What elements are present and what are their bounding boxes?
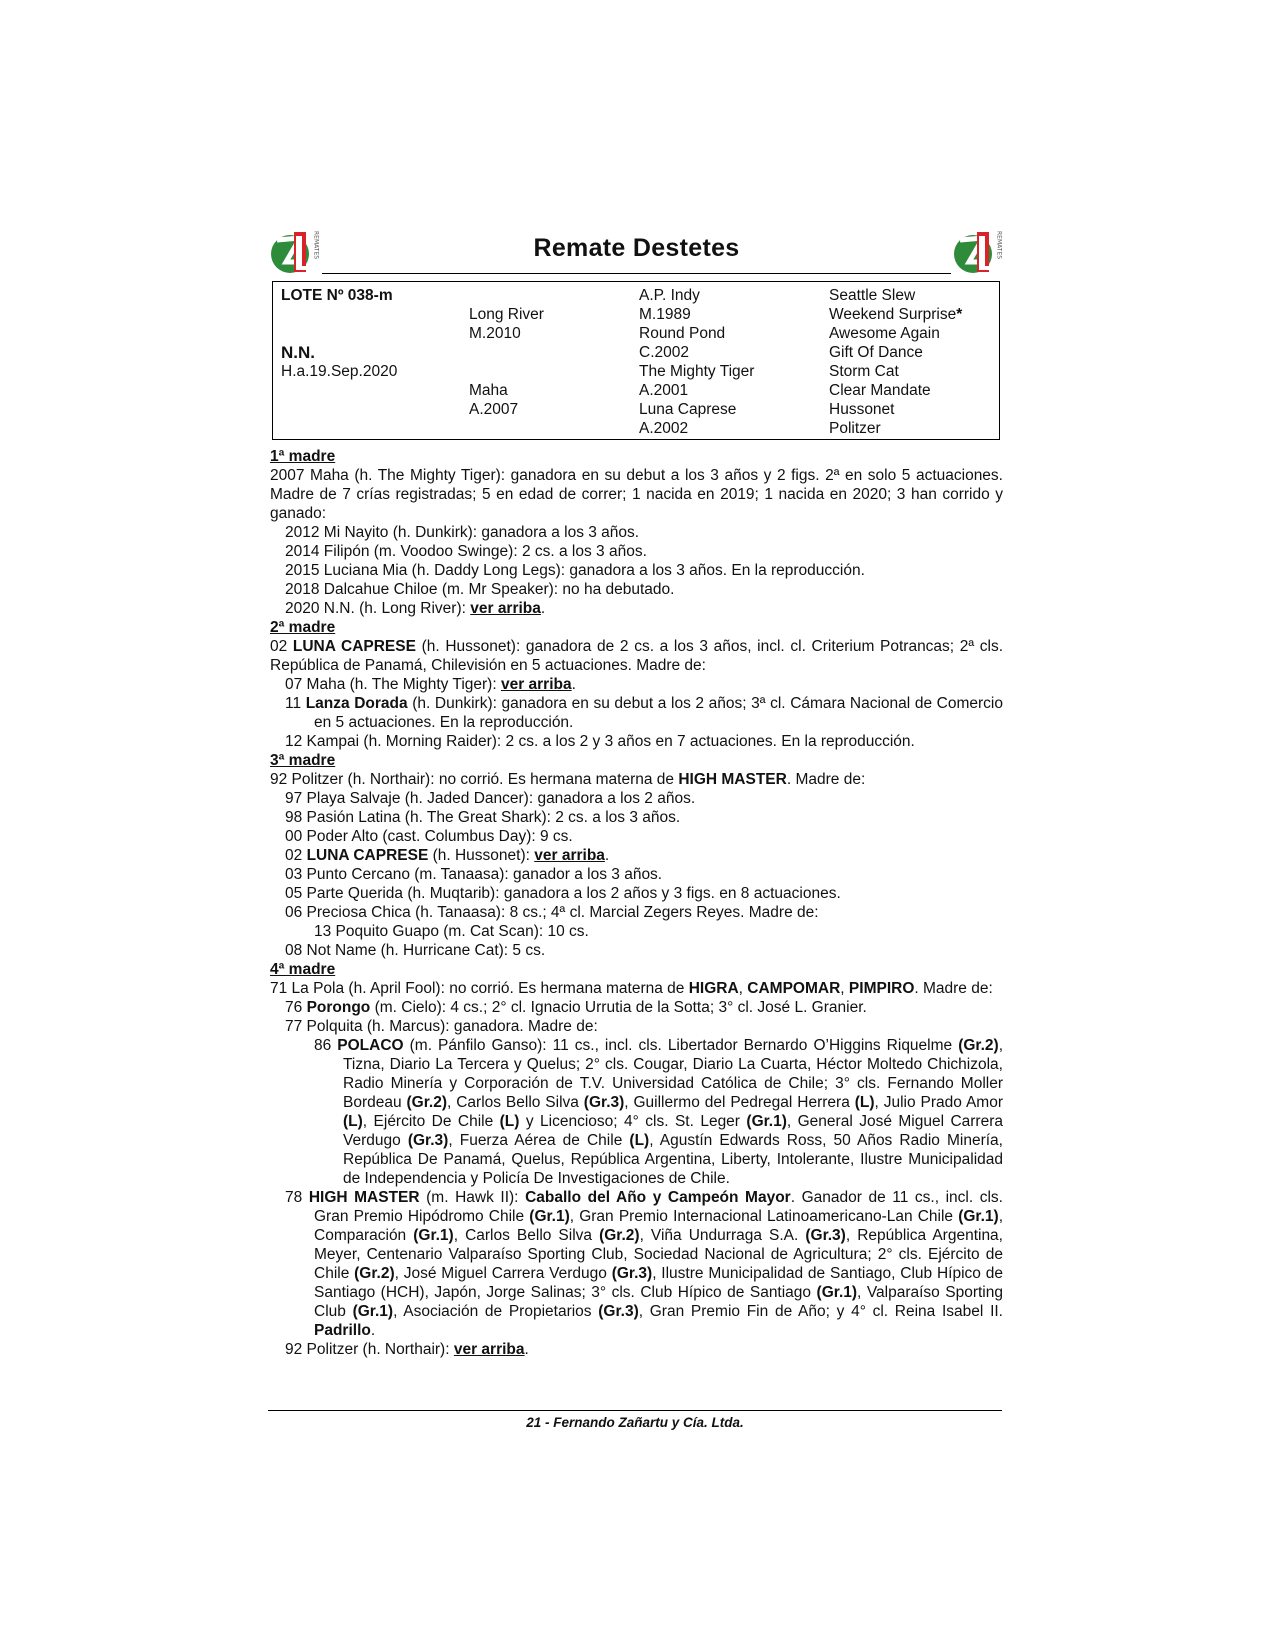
year-prefix: 11 bbox=[285, 695, 306, 712]
text: , Asociación de Propietarios bbox=[393, 1303, 599, 1320]
polaco-entry bbox=[270, 1036, 1003, 1188]
text: , Comparación bbox=[314, 1208, 1003, 1244]
period: . bbox=[370, 1322, 376, 1339]
pedigree-col-horse bbox=[281, 286, 397, 381]
text: , José Miguel Carrera Verdugo bbox=[394, 1265, 612, 1282]
text: , Agustín Edwards Ross, 50 Años Radio Minería, República De Panamá, Quelus, República Argentina, Liberty, Intolerante, Ilustre Municipalidad de Independencia y Policía De Investigaciones de Chile. bbox=[343, 1132, 1003, 1187]
list-item: 12 Kampai (h. Morning Raider): 2 cs. a los 2 y 3 años en 7 actuaciones. En la reproducción. bbox=[285, 733, 915, 750]
period: . bbox=[524, 1341, 529, 1358]
great-grandparent-entry: Clear Mandate bbox=[829, 382, 931, 399]
separator: , bbox=[738, 980, 748, 997]
list-item-text: (h. Hussonet): bbox=[428, 847, 535, 864]
great-grandparent-entry: Awesome Again bbox=[829, 325, 940, 342]
period: . bbox=[540, 600, 546, 617]
text: , Valparaíso Sporting Club bbox=[314, 1284, 1003, 1320]
pedigree-col-grandparents bbox=[639, 286, 754, 438]
text: (m. Pánfilo Ganso): 11 cs., incl. cls. Libertador Bernardo O’Higgins Riquelme bbox=[403, 1037, 959, 1054]
padrillo-bold: Padrillo bbox=[314, 1322, 371, 1339]
page-header bbox=[270, 226, 1003, 276]
grandparent-entry: Luna Caprese bbox=[639, 401, 737, 418]
list-item-text: (h. Dunkirk): ganadora en su debut a los 2 años; 3ª cl. Cámara Nacional de Comercio en 5 actuaciones. En la reproducción. bbox=[314, 695, 1003, 731]
grandparent-entry: A.2001 bbox=[639, 382, 689, 399]
horse-name-bold: HIGRA bbox=[688, 980, 739, 997]
text: , Carlos Bello Silva bbox=[453, 1227, 600, 1244]
pedigree-col-great-grandparents bbox=[829, 286, 962, 438]
grade-bold: (Gr.2) bbox=[406, 1094, 447, 1111]
grade-bold: (L) bbox=[499, 1113, 520, 1130]
intro-end: . Madre de: bbox=[786, 771, 866, 788]
year-prefix: 02 bbox=[285, 847, 307, 864]
list-item: 2012 Mi Nayito (h. Dunkirk): ganadora a los 3 años. bbox=[285, 524, 640, 541]
grandparent-entry: A.2002 bbox=[639, 420, 689, 437]
list-item: 03 Punto Cercano (m. Tanaasa): ganador a los 3 años. bbox=[285, 866, 663, 883]
year-prefix: 78 bbox=[285, 1189, 309, 1206]
text: , Julio Prado Amor bbox=[874, 1094, 1003, 1111]
sire-name: Long River bbox=[469, 306, 544, 323]
horse-name-bold: PIMPIRO bbox=[848, 980, 915, 997]
period: . bbox=[604, 847, 610, 864]
text: , Gran Premio Fin de Año; y 4° cl. Reina Isabel II. bbox=[638, 1303, 1003, 1320]
list-item: 2015 Luciana Mia (h. Daddy Long Legs): ganadora a los 3 años. En la reproducción. bbox=[285, 562, 865, 579]
grade-bold: (Gr.1) bbox=[413, 1227, 454, 1244]
period: . bbox=[571, 676, 576, 693]
dam-info: A.2007 bbox=[469, 401, 519, 418]
horse-name-bold: Porongo bbox=[306, 999, 371, 1016]
text: , Carlos Bello Silva bbox=[447, 1094, 584, 1111]
ver-arriba-link[interactable]: ver arriba bbox=[534, 847, 605, 864]
svg-text:REMATES: REMATES bbox=[312, 231, 320, 260]
intro-text: (h. Hussonet): ganadora de 2 cs. a los 3 años, incl. cl. Criterium Potrancas; 2ª cls. República de Panamá, Chilevisión en 5 actuaciones. Madre de: bbox=[270, 638, 1003, 674]
list-item bbox=[270, 1340, 1003, 1359]
list-item-text: (m. Cielo): 4 cs.; 2° cl. Ignacio Urrutia de la Sotta; 3° cl. José L. Granier. bbox=[370, 999, 867, 1016]
great-grandparent-entry: Weekend Surprise bbox=[829, 306, 957, 323]
great-grandparent-entry: Hussonet bbox=[829, 401, 895, 418]
text: y Licencioso; 4° cls. St. Leger bbox=[519, 1113, 747, 1130]
ver-arriba-link[interactable]: ver arriba bbox=[470, 600, 541, 617]
list-item: 13 Poquito Guapo (m. Cat Scan): 10 cs. bbox=[314, 923, 589, 940]
fourth-dam-intro bbox=[270, 979, 1003, 998]
section-title-4: 4ª madre bbox=[270, 961, 336, 978]
asterisk-mark: * bbox=[956, 306, 963, 323]
list-item: 00 Poder Alto (cast. Columbus Day): 9 cs. bbox=[285, 828, 573, 845]
horse-name-bold: Lanza Dorada bbox=[305, 695, 408, 712]
grade-bold: (L) bbox=[854, 1094, 875, 1111]
grandparent-entry: M.1989 bbox=[639, 306, 691, 323]
grandparent-entry: Round Pond bbox=[639, 325, 726, 342]
list-item-text: 07 Maha (h. The Mighty Tiger): bbox=[285, 676, 501, 693]
grade-bold: (Gr.3) bbox=[611, 1265, 653, 1282]
list-item bbox=[270, 675, 1003, 694]
horse-name-bold: HIGH MASTER bbox=[308, 1189, 420, 1206]
section-title-2: 2ª madre bbox=[270, 619, 336, 636]
text: , Guillermo del Pedregal Herrera bbox=[624, 1094, 855, 1111]
list-item: 2014 Filipón (m. Voodoo Swinge): 2 cs. a los 3 años. bbox=[285, 543, 647, 560]
page-title: Remate Destetes bbox=[533, 234, 740, 262]
grade-bold: (Gr.1) bbox=[352, 1303, 394, 1320]
grade-bold: (Gr.3) bbox=[407, 1132, 449, 1149]
intro-text: 71 La Pola (h. April Fool): no corrió. Es hermana materna de bbox=[270, 980, 689, 997]
first-dam-intro: 2007 Maha (h. The Mighty Tiger): ganadora en su debut a los 3 años y 2 figs. 2ª en solo 5 actuaciones. Madre de 7 crías registradas; 5 en edad de correr; 1 nacida en 2019; 1 nacida en 2020; 3 han corrido y ganado: bbox=[270, 467, 1003, 522]
grandparent-entry: The Mighty Tiger bbox=[639, 363, 755, 380]
page-footer: 21 - Fernando Zañartu y Cía. Ltda. bbox=[526, 1415, 744, 1430]
list-item: 77 Polquita (h. Marcus): ganadora. Madre de: bbox=[285, 1018, 598, 1035]
list-item: 08 Not Name (h. Hurricane Cat): 5 cs. bbox=[285, 942, 546, 959]
horse-name-bold: LUNA CAPRESE bbox=[306, 847, 429, 864]
year-prefix: 76 bbox=[285, 999, 307, 1016]
female-family-notes bbox=[270, 447, 1003, 1359]
grade-bold: (Gr.1) bbox=[816, 1284, 858, 1301]
text: . Ganador de 11 cs., incl. cls. Gran Premio Hipódromo Chile bbox=[314, 1189, 1003, 1225]
text: , Viña Undurraga S.A. bbox=[639, 1227, 806, 1244]
separator: , bbox=[840, 980, 849, 997]
text: (m. Hawk II): bbox=[419, 1189, 526, 1206]
grade-bold: (Gr.2) bbox=[599, 1227, 640, 1244]
list-item: 98 Pasión Latina (h. The Great Shark): 2 cs. a los 3 años. bbox=[285, 809, 681, 826]
grade-bold: (Gr.1) bbox=[746, 1113, 787, 1130]
intro-end: . Madre de: bbox=[914, 980, 993, 997]
text: , Ilustre Municipalidad de Santiago, Club Hípico de Santiago (HCH), Japón, Jorge Salinas; 3° cls. Club Hípico de Santiago bbox=[314, 1265, 1003, 1301]
horse-name-bold: POLACO bbox=[337, 1037, 404, 1054]
list-item bbox=[270, 694, 1003, 732]
text: , General José Miguel Carrera Verdugo bbox=[343, 1113, 1003, 1149]
text: , República Argentina, Meyer, Centenario Valparaíso Sporting Club, Sociedad Nacional de Agricultura; 2° cls. Ejército de Chile bbox=[314, 1227, 1003, 1282]
list-item: 97 Playa Salvaje (h. Jaded Dancer): ganadora a los 2 años. bbox=[285, 790, 696, 807]
grade-bold: (Gr.3) bbox=[598, 1303, 639, 1320]
horse-name: N.N. bbox=[281, 343, 315, 362]
section-title-1: 1ª madre bbox=[270, 448, 336, 465]
sire-info: M.2010 bbox=[469, 325, 521, 342]
grade-bold: (Gr.2) bbox=[958, 1037, 999, 1054]
list-item: 05 Parte Querida (h. Muqtarib): ganadora a los 2 años y 3 figs. en 8 actuaciones. bbox=[285, 885, 841, 902]
grandparent-entry: A.P. Indy bbox=[639, 287, 700, 304]
svg-text:REMATES: REMATES bbox=[995, 231, 1003, 260]
horse-name-bold: HIGH MASTER bbox=[678, 771, 787, 788]
great-grandparent-entry: Seattle Slew bbox=[829, 287, 916, 304]
high-master-entry bbox=[270, 1188, 1003, 1340]
text: , Tizna, Diario La Tercera y Quelus; 2° cls. Cougar, Diario La Cuarta, Héctor Moltedo Chichizola, Radio Minería y Corporación de T.V. Universidad Católica de Chile; 3° cls. Fernando Moller Bordeau bbox=[343, 1037, 1003, 1111]
section-title-3: 3ª madre bbox=[270, 752, 336, 769]
list-item bbox=[270, 846, 1003, 865]
grade-bold: (Gr.1) bbox=[529, 1208, 570, 1225]
list-item: 06 Preciosa Chica (h. Tanaasa): 8 cs.; 4ª cl. Marcial Zegers Reyes. Madre de: bbox=[285, 904, 819, 921]
list-item: 2018 Dalcahue Chiloe (m. Mr Speaker): no ha debutado. bbox=[285, 581, 675, 598]
list-item bbox=[270, 998, 1003, 1017]
award-bold: Caballo del Año y Campeón Mayor bbox=[525, 1189, 791, 1206]
grade-bold: (Gr.2) bbox=[354, 1265, 395, 1282]
ver-arriba-link[interactable]: ver arriba bbox=[500, 676, 572, 693]
great-grandparent-entry: Politzer bbox=[829, 420, 881, 437]
year-prefix: 86 bbox=[314, 1037, 338, 1054]
year-prefix: 02 bbox=[270, 638, 293, 655]
third-dam-intro bbox=[270, 770, 1003, 789]
grade-bold: (Gr.3) bbox=[583, 1094, 625, 1111]
intro-text: 92 Politzer (h. Northair): no corrió. Es hermana materna de bbox=[270, 771, 679, 788]
header-rule bbox=[322, 273, 951, 274]
pedigree-col-parents bbox=[469, 286, 544, 419]
text: , Ejército De Chile bbox=[362, 1113, 500, 1130]
text: , Fuerza Aérea de Chile bbox=[448, 1132, 630, 1149]
grade-bold: (Gr.3) bbox=[805, 1227, 846, 1244]
footer-rule bbox=[268, 1410, 1002, 1411]
text: , Gran Premio Internacional Latinoamericano-Lan Chile bbox=[569, 1208, 959, 1225]
horse-name-bold: CAMPOMAR bbox=[747, 980, 841, 997]
horse-name-bold: LUNA CAPRESE bbox=[292, 638, 416, 655]
pedigree-table bbox=[272, 281, 1000, 440]
dam-name: Maha bbox=[469, 382, 508, 399]
list-item-text: 2020 N.N. (h. Long River): bbox=[285, 600, 471, 617]
grade-bold: (Gr.1) bbox=[958, 1208, 999, 1225]
zl-remates-logo-right-icon bbox=[953, 226, 1003, 276]
great-grandparent-entry: Gift Of Dance bbox=[829, 344, 923, 361]
list-item bbox=[270, 599, 1003, 618]
grade-bold: (L) bbox=[629, 1132, 650, 1149]
horse-birth: H.a.19.Sep.2020 bbox=[281, 363, 398, 380]
second-dam-intro bbox=[270, 637, 1003, 675]
lot-number: LOTE Nº 038-m bbox=[281, 287, 393, 304]
great-grandparent-entry: Storm Cat bbox=[829, 363, 899, 380]
list-item-text: 92 Politzer (h. Northair): bbox=[285, 1341, 454, 1358]
ver-arriba-link[interactable]: ver arriba bbox=[453, 1341, 525, 1358]
grandparent-entry: C.2002 bbox=[639, 344, 689, 361]
grade-bold: (L) bbox=[343, 1113, 363, 1130]
